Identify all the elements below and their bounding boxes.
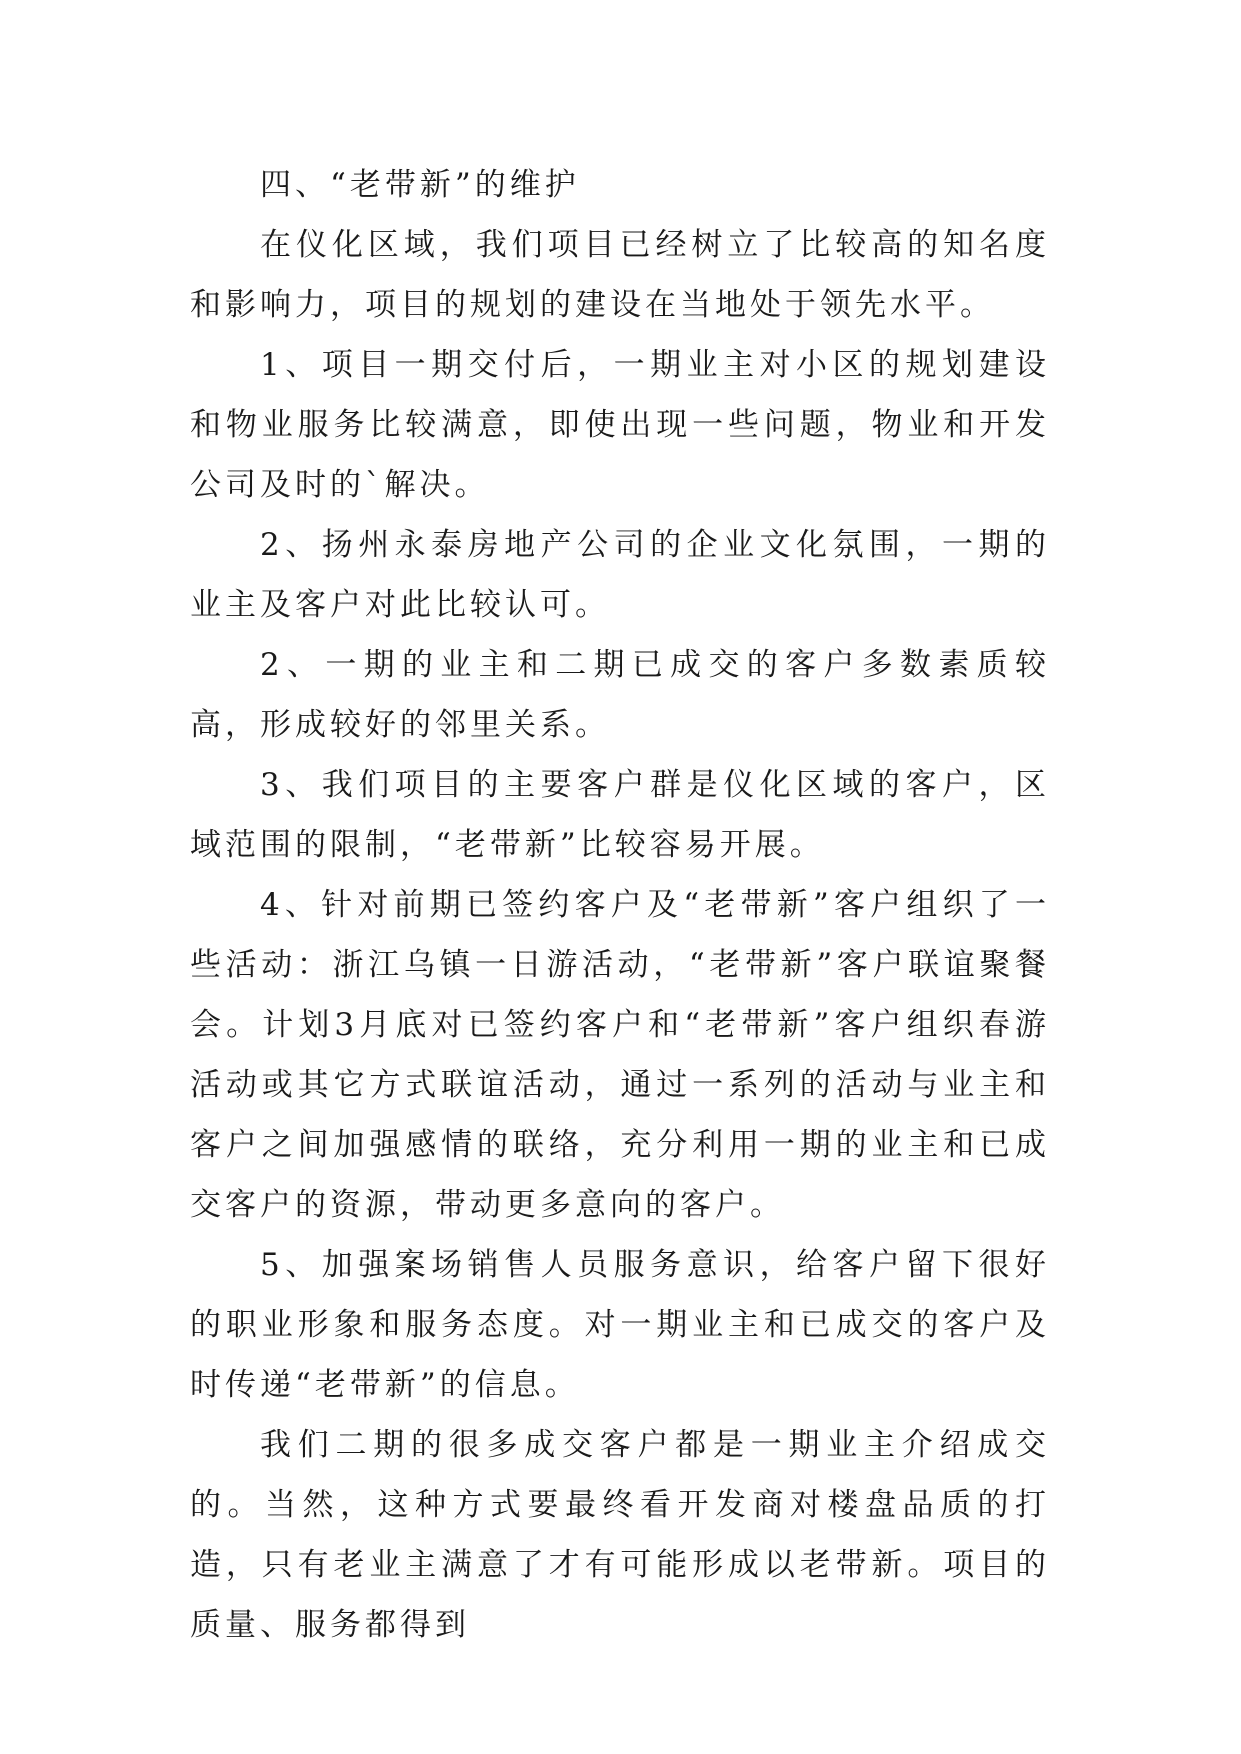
point-4-paragraph: 4、针对前期已签约客户及“老带新”客户组织了一些活动：浙江乌镇一日游活动，“老带新”客户联谊聚餐会。计划3月底对已签约客户和“老带新”客户组织春游活动或其它方式联谊活动，通过一系列的活动与业主和客户之间加强感情的联络，充分利用一期的业主和已成交客户的资源，带动更多意向的客户。 bbox=[190, 887, 1050, 1223]
point-2a-paragraph: 2、扬州永泰房地产公司的企业文化氛围，一期的业主及客户对此比较认可。 bbox=[190, 527, 1050, 623]
document-body bbox=[190, 155, 1050, 1655]
point-5-paragraph: 5、加强案场销售人员服务意识，给客户留下很好的职业形象和服务态度。对一期业主和已成交的客户及时传递“老带新”的信息。 bbox=[190, 1247, 1050, 1403]
point-1-paragraph: 1、项目一期交付后，一期业主对小区的规划建设和物业服务比较满意，即使出现一些问题，物业和开发公司及时的`解决。 bbox=[190, 347, 1050, 503]
intro-paragraph: 在仪化区域，我们项目已经树立了比较高的知名度和影响力，项目的规划的建设在当地处于领先水平。 bbox=[190, 227, 1050, 323]
closing-paragraph: 我们二期的很多成交客户都是一期业主介绍成交的。当然，这种方式要最终看开发商对楼盘品质的打造，只有老业主满意了才有可能形成以老带新。项目的质量、服务都得到 bbox=[190, 1427, 1050, 1643]
point-3-paragraph: 3、我们项目的主要客户群是仪化区域的客户，区域范围的限制，“老带新”比较容易开展。 bbox=[190, 767, 1050, 863]
point-2b-paragraph: 2、一期的业主和二期已成交的客户多数素质较高，形成较好的邻里关系。 bbox=[190, 647, 1050, 743]
section-heading: 四、“老带新”的维护 bbox=[260, 167, 580, 203]
